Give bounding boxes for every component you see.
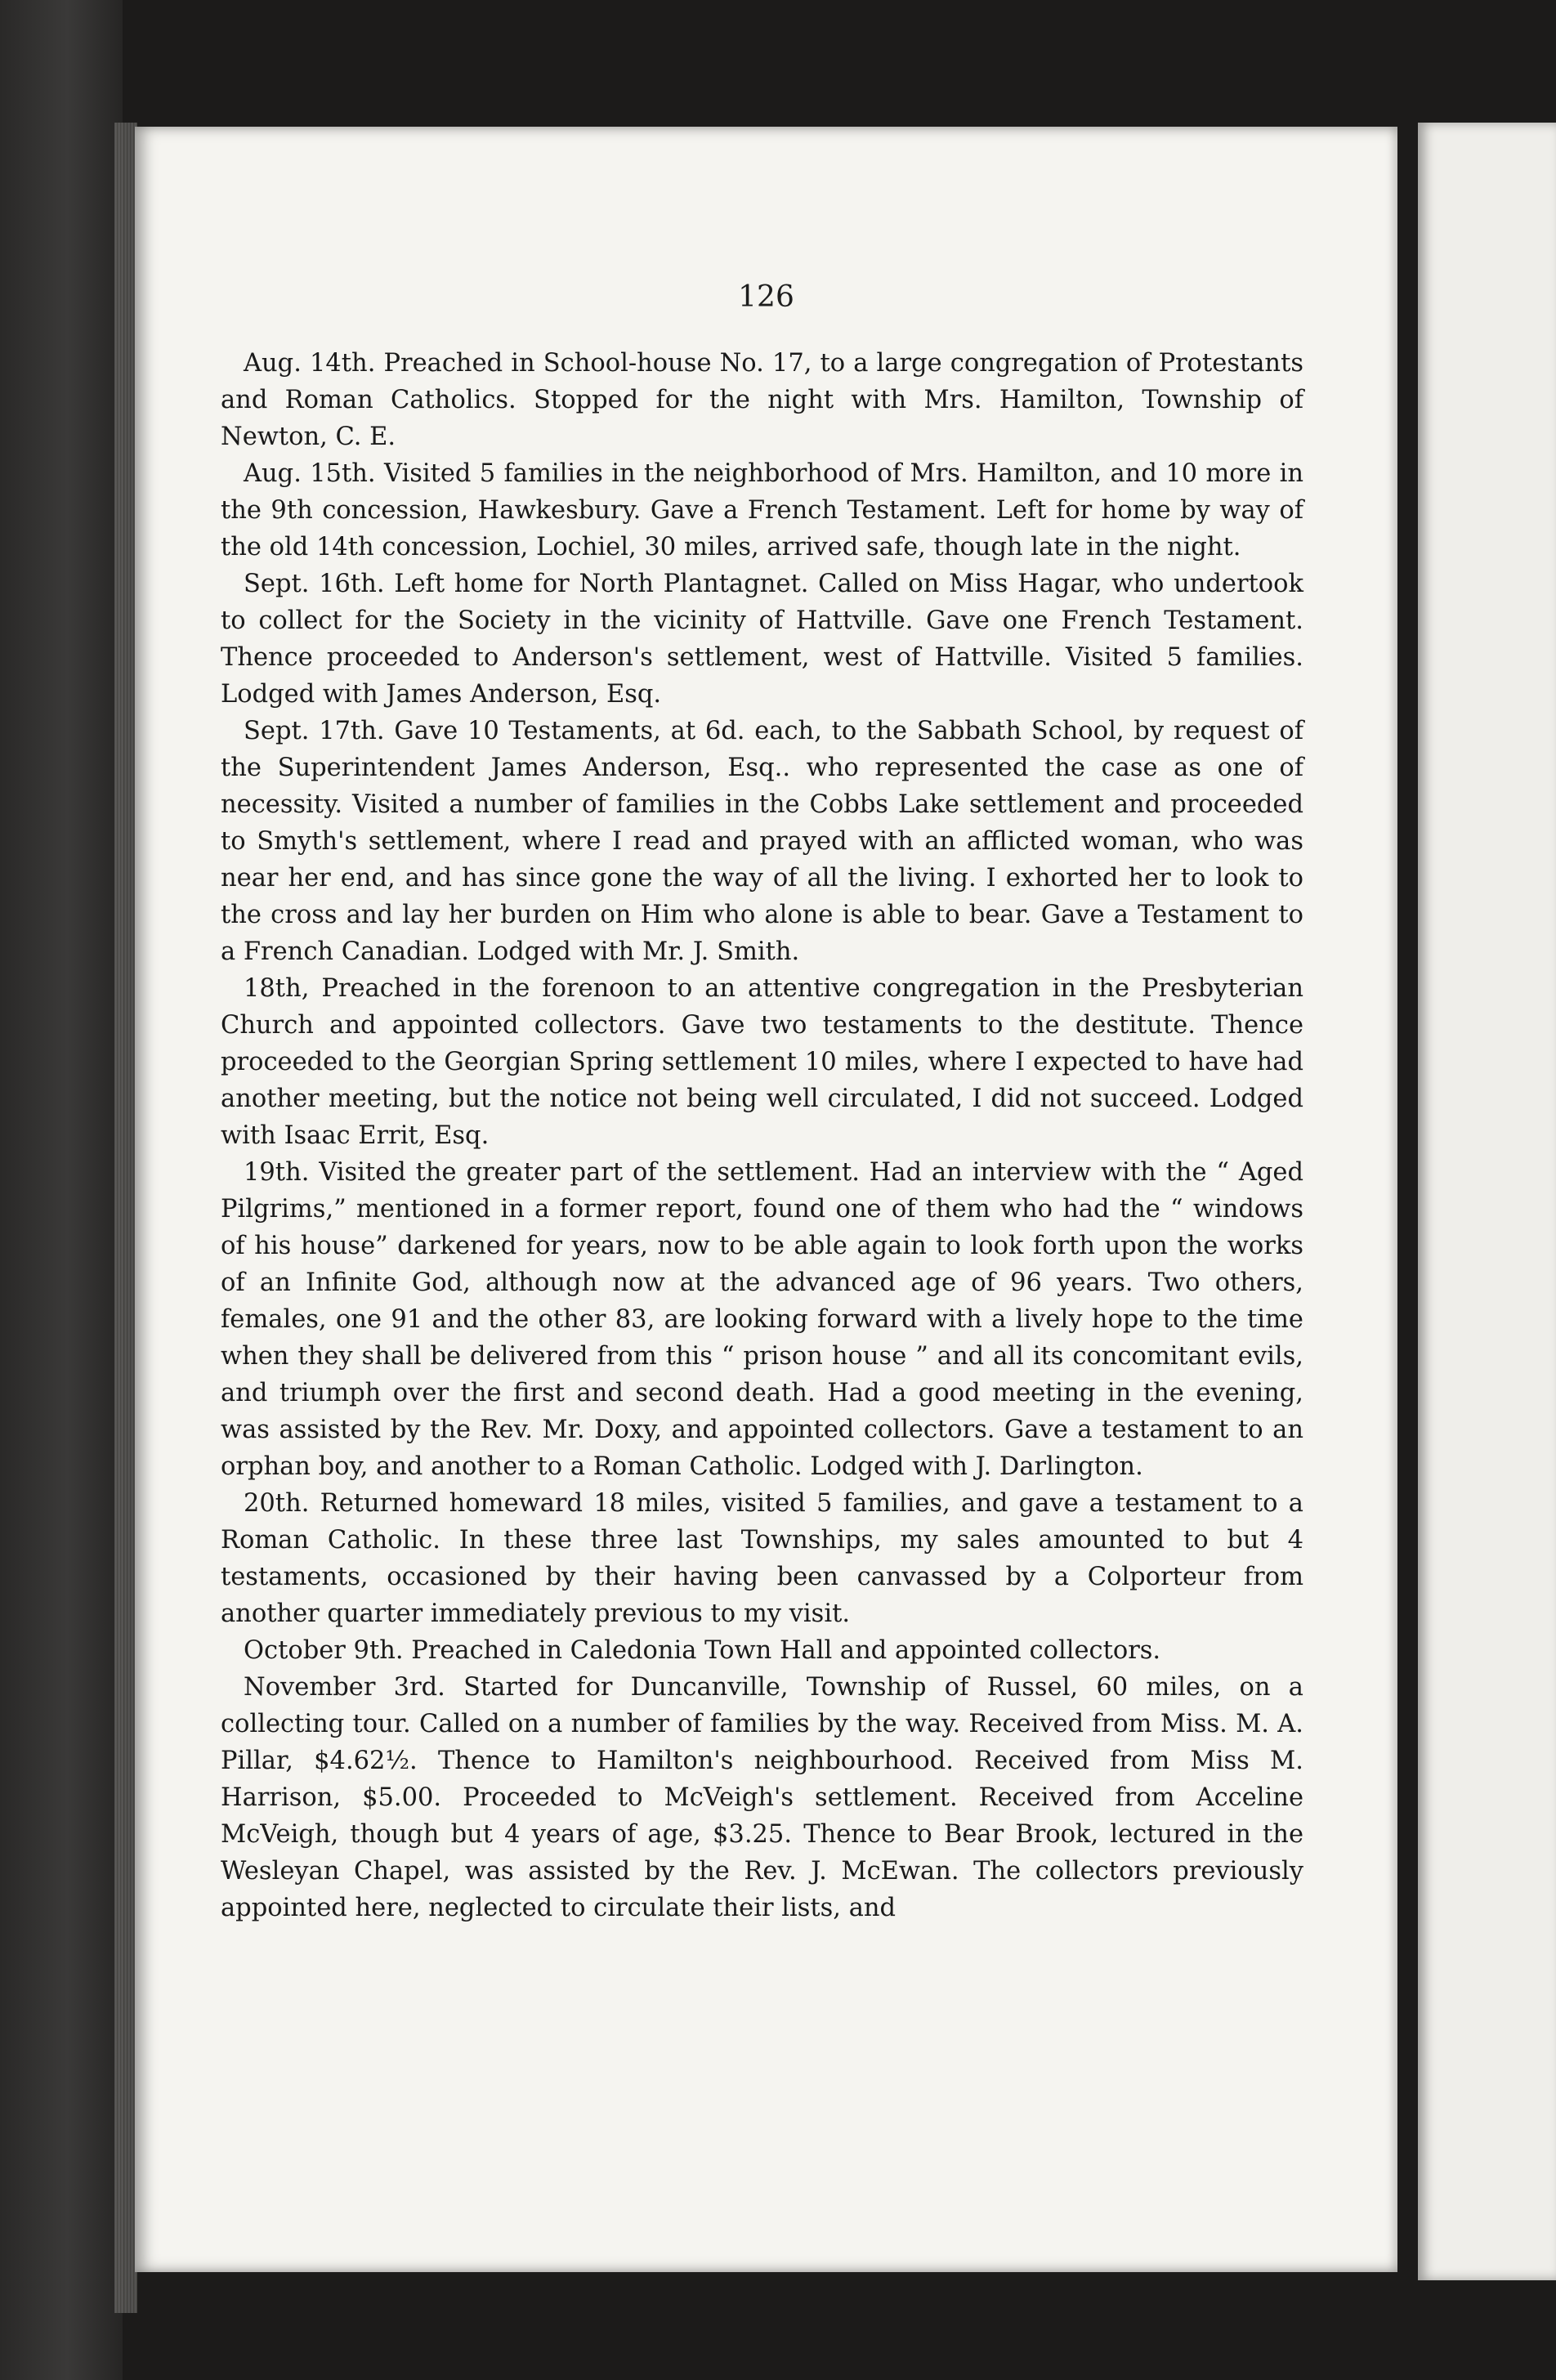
page-number: 126 <box>738 280 794 314</box>
book-spine <box>0 0 123 2380</box>
paragraph-oct-9: October 9th. Preached in Caledonia Town Hall and appointed collectors. <box>244 1636 1161 1665</box>
facing-page-edge <box>1418 123 1556 2280</box>
paragraph-aug-14: Aug. 14th. Preached in School-house No. 17, to a large congregation of Protestants and Roman Catholics. Stopped for the night with Mrs. Hamilton, Township of Newton, C. E. <box>221 349 1303 451</box>
paragraph-20th: 20th. Returned homeward 18 miles, visited 5 families, and gave a testament to a Roman Catholic. In these three last Townships, my sales amounted to but 4 testaments, occasioned by their having been canvassed by a Colporteur from another quarter immediately previous to my visit. <box>221 1489 1303 1628</box>
paragraph-sept-16: Sept. 16th. Left home for North Plantagnet. Called on Miss Hagar, who undertook to collect for the Society in the vicinity of Hattville. Gave one French Testament. Thence proceeded to Anderson's settlement, west of Hattville. Visited 5 families. Lodged with James Anderson, Esq. <box>221 570 1303 709</box>
paragraph-18th: 18th, Preached in the forenoon to an attentive congregation in the Presbyterian Church and appointed collectors. Gave two testaments to the destitute. Thence proceeded to the Georgian Spring settlement 10 miles, where I expected to have had another meeting, but the notice not being well circulated, I did not succeed. Lodged with Isaac Errit, Esq. <box>221 974 1303 1150</box>
paragraph-nov-3: November 3rd. Started for Duncanville, Township of Russel, 60 miles, on a collecting tour. Called on a number of families by the way. Received from Miss. M. A. Pillar, $4.62½. Thence to Hamilton's neighbourhood. Received from Miss M. Harrison, $5.00. Proceeded to McVeigh's settlement. Received from Acceline McVeigh, though but 4 years of age, $3.25. Thence to Bear Brook, lectured in the Wesleyan Chapel, was assisted by the Rev. J. McEwan. The collectors previously appointed here, neglected to circulate their lists, and <box>221 1673 1303 1922</box>
page-body <box>221 345 1303 1926</box>
paragraph-aug-15: Aug. 15th. Visited 5 families in the neighborhood of Mrs. Hamilton, and 10 more in the 9th concession, Hawkesbury. Gave a French Testament. Left for home by way of the old 14th concession, Lochiel, 30 miles, arrived safe, though late in the night. <box>221 459 1303 561</box>
paragraph-19th: 19th. Visited the greater part of the settlement. Had an interview with the “ Aged Pilgrims,” mentioned in a former report, found one of them who had the “ windows of his house” darkened for years, now to be able again to look forth upon the works of an Infinite God, although now at the advanced age of 96 years. Two others, females, one 91 and the other 83, are looking forward with a lively hope to the time when they shall be delivered from this “ prison house ” and all its concomitant evils, and triumph over the first and second death. Had a good meeting in the evening, was assisted by the Rev. Mr. Doxy, and appointed collectors. Gave a testament to an orphan boy, and another to a Roman Catholic. Lodged with J. Darlington. <box>221 1158 1303 1481</box>
book-page <box>135 127 1397 2272</box>
page-edges <box>114 123 137 2313</box>
paragraph-sept-17: Sept. 17th. Gave 10 Testaments, at 6d. each, to the Sabbath School, by request of the Superintendent James Anderson, Esq.. who represented the case as one of necessity. Visited a number of families in the Cobbs Lake settlement and proceeded to Smyth's settlement, where I read and prayed with an afflicted woman, who was near her end, and has since gone the way of all the living. I exhorted her to look to the cross and lay her burden on Him who alone is able to bear. Gave a Testament to a French Canadian. Lodged with Mr. J. Smith. <box>221 717 1303 966</box>
